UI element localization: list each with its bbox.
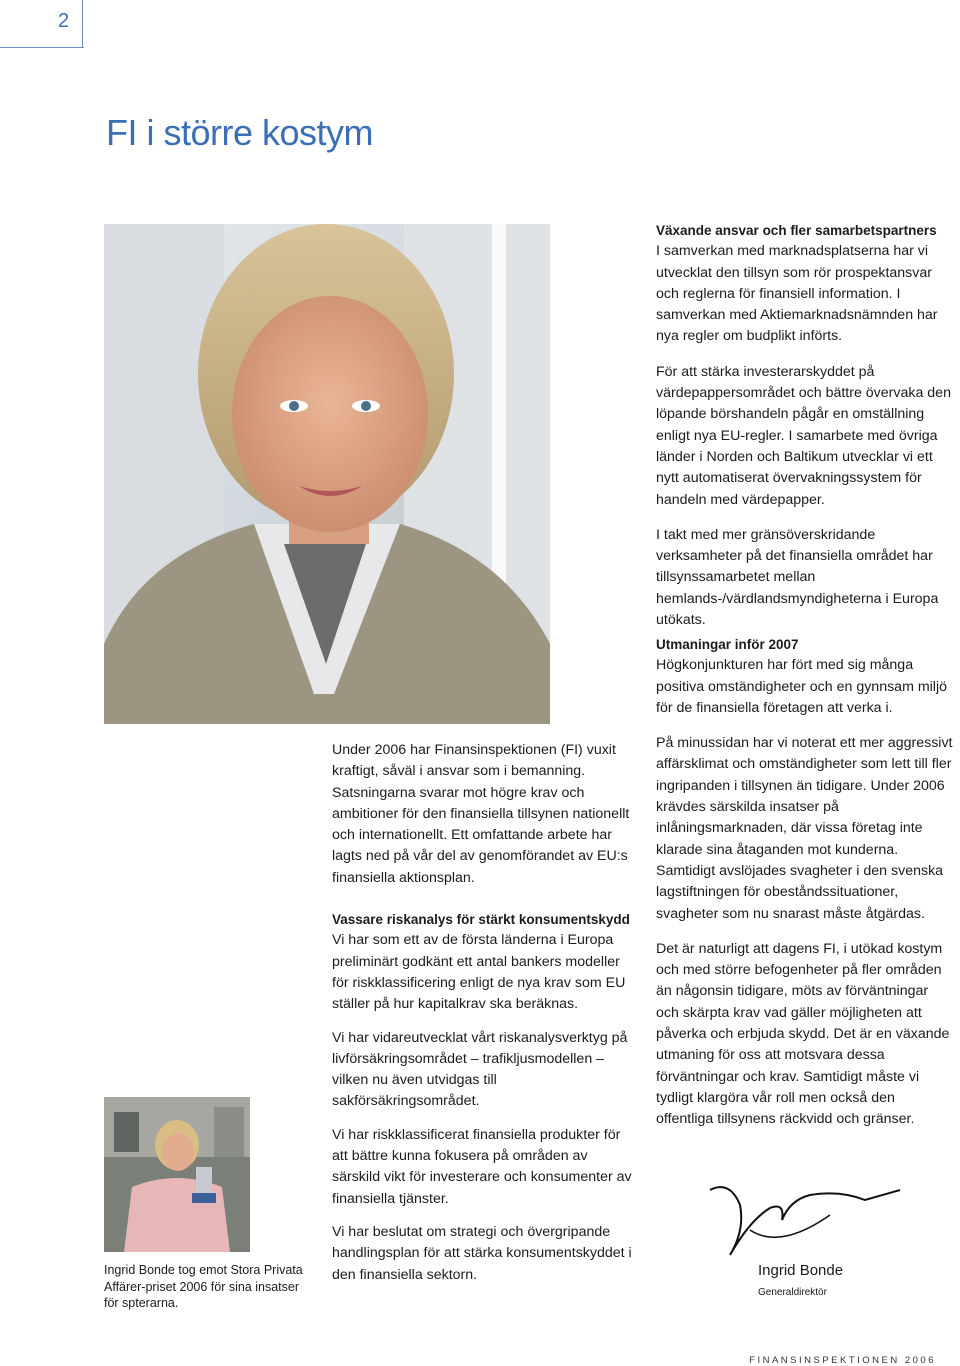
middle-column bbox=[332, 740, 632, 1286]
paragraph-investerarskydd: För att stärka investerarskyddet på värdepappersområdet och bättre övervaka den löpande börshandeln pågår en omställning enligt nya EU-regler. I samarbete med övriga länder i Norden och Baltikum utvecklar vi ett nytt automatiserat övervakningssystem för handeln med värdepapper. bbox=[656, 363, 951, 508]
signature-role: Generaldirektör bbox=[758, 1287, 827, 1298]
page-number-rule bbox=[82, 0, 83, 48]
paragraph-forvantningar: Det är naturligt att dagens FI, i utökad kostym och med större befogenheter på fler områden än någonsin tidigare, möts av förväntningar och skärpta krav vad gäller möjligheten att påverka och erbjuda skydd. Det är en växande utmaning för oss att motsvara dessa förväntningar och krav. Samtidigt måste vi tydligt klargöra vår roll men också den offentliga tillsynens räckvidd och gränser. bbox=[656, 940, 950, 1128]
photo-caption: Ingrid Bonde tog emot Stora Privata Affärer-priset 2006 för sina insatser för spterarna. bbox=[104, 1263, 303, 1310]
paragraph-gransoverskridande: I takt med mer gränsöverskridande verksamheter på det finansiella området har tillsynssamarbetet mellan hemlands-/värdlandsmyndigheterna i Europa utökats. bbox=[656, 526, 939, 629]
paragraph-riskklassificering: Vi har som ett av de första länderna i Europa preliminärt godkänt ett antal bankers modeller för riskklassificering enligt de nya krav som EU ställer på hur kapitalkrav ska beräknas. bbox=[332, 932, 626, 1013]
signature-image bbox=[690, 1160, 910, 1270]
right-column-lower bbox=[656, 634, 954, 1131]
signature-name: Ingrid Bonde bbox=[758, 1262, 844, 1279]
paragraph-samverkan: I samverkan med marknadsplatserna har vi utvecklat den tillsyn som rör prospektansvar och reglerna för finansiell information. I samverkan med Aktiemarknadsnämnden har nya regler om budplikt införts. bbox=[656, 243, 938, 345]
page-number-rule-horizontal bbox=[0, 47, 84, 48]
section-heading-ansvar: Växande ansvar och fler samarbetspartners bbox=[656, 223, 937, 238]
paragraph-riskanalysverktyg: Vi har vidareutvecklat vårt riskanalysverktyg på livförsäkringsområdet – trafikljusmodellen – vilken nu även utvidgas till sakförsäkringsområdet. bbox=[332, 1029, 628, 1110]
paragraph-produkter: Vi har riskklassificerat finansiella produkter för att bättre kunna fokusera på områden av särskild vikt för investerare och konsumenter av finansiella tjänster. bbox=[332, 1126, 632, 1207]
award-photo bbox=[104, 1097, 250, 1252]
right-column bbox=[656, 220, 954, 631]
paragraph-strategi: Vi har beslutat om strategi och övergripande handlingsplan för att stärka konsumentskyddet i den finansiella sektorn. bbox=[332, 1223, 632, 1283]
section-heading-riskanalys: Vassare riskanalys för stärkt konsumentskydd bbox=[332, 912, 630, 928]
intro-paragraph: Under 2006 har Finansinspektionen (FI) vuxit kraftigt, såväl i ansvar som i bemanning. Satsningarna svarar mot högre krav och ambitioner för den finansiella tillsynen nationellt och internationellt. Ett omfattande arbete har lagts ned på vår del av genomförandet av EU:s finansiella aktionsplan. bbox=[332, 742, 630, 886]
page-title: FI i större kostym bbox=[106, 112, 374, 153]
portrait-photo bbox=[104, 224, 550, 724]
paragraph-minussidan: På minussidan har vi noterat ett mer aggressivt affärsklimat och omständigheter som lett till fler ingripanden i tillsynen än tidigare. Under 2006 krävdes särskilda insatser på inlåningsmarknaden, där vissa företag inte klarade sina åtaganden mot kunderna. Samtidigt avslöjades svagheter i den svenska lagstiftningen för obeståndssituationer, svagheter som nu snarast måste åtgärdas. bbox=[656, 735, 953, 922]
paragraph-hogkonjunktur: Högkonjunkturen har fört med sig många positiva omständigheter och en gynnsam miljö för de finansiella företagen att verka i. bbox=[656, 657, 947, 716]
page-number: 2 bbox=[58, 10, 70, 32]
section-heading-utmaningar: Utmaningar inför 2007 bbox=[656, 637, 799, 652]
footer-text: FINANSINSPEKTIONEN 2006 bbox=[749, 1355, 936, 1366]
